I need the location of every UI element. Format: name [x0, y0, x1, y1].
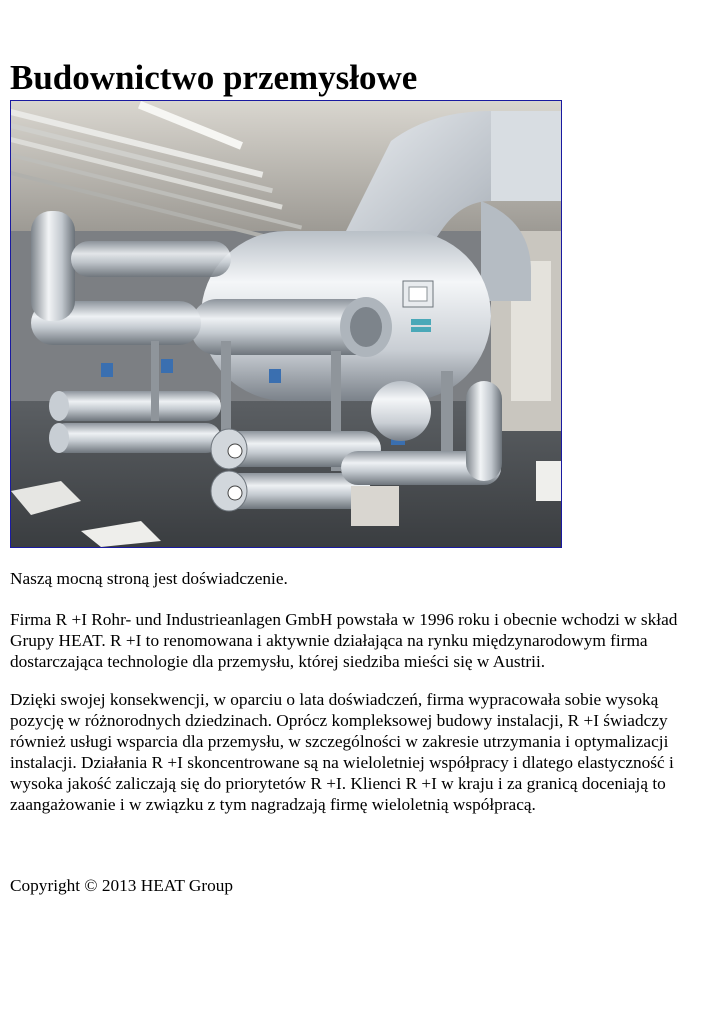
intro-paragraph: Naszą mocną stroną jest doświadczenie. [10, 569, 288, 588]
firm-paragraph: Firma R +I Rohr- und Industrieanlagen GmbH powstała w 1996 roku i obecnie wchodzi w skład Grupy HEAT. R +I to renomowana i aktywnie działająca na rynku międzynarodowym firma dostarczająca technologie dla przemysłu, której siedziba mieści się w Austrii. [10, 610, 678, 671]
page-title: Budownictwo przemysłowe [10, 58, 418, 97]
copyright-text: Copyright © 2013 HEAT Group [10, 876, 234, 895]
industrial-piping-photo [10, 100, 562, 548]
experience-paragraph: Dzięki swojej konsekwencji, w oparciu o lata doświadczeń, firma wypracowała sobie wysoką pozycję w różnorodnych dziedzinach. Oprócz kompleksowej budowy instalacji, R +I świadczy również usługi wsparcia dla przemysłu, w szczególności w zakresie utrzymania i optymalizacji instalacji. Działania R +I skoncentrowane są na wieloletniej współpracy i dlatego elastyczność i wysoka jakość zaliczają się do priorytetów R +I. Klienci R +I w kraju i za granicą doceniają to zaangażowanie i w związku z tym nagradzają firmę wieloletnią współpracą. [10, 690, 674, 814]
